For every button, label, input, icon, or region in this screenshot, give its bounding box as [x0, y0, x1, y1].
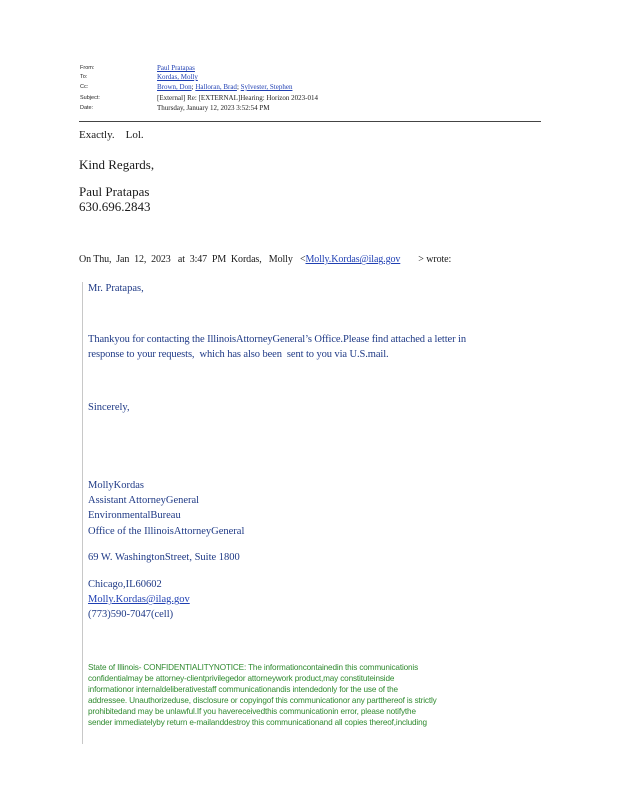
header-from-label: From:	[80, 65, 95, 71]
signature-office: Office of the IllinoisAttorneyGeneral	[88, 526, 245, 537]
reply-sender-phone: 630.696.2843	[79, 199, 151, 214]
header-to-label: To:	[80, 74, 88, 80]
quoted-salutation: Mr. Pratapas,	[88, 283, 144, 294]
reply-line: Exactly. Lol.	[79, 129, 144, 141]
signature-title: Assistant AttorneyGeneral	[88, 495, 200, 506]
header-to-link[interactable]: Kordas, Molly	[157, 73, 198, 81]
quoted-body-line-1: Thankyou for contacting the IllinoisAttorneyGeneral’s Office.Please find attached a letter in	[88, 334, 466, 345]
quote-intro-suffix: > wrote:	[418, 254, 452, 265]
notice-line: prohibitedand may be unlawful.If you havereceivedthis communicationin error, please notifythe	[88, 707, 416, 716]
header-cc-link-sylvester[interactable]: Sylvester, Stephen	[240, 83, 293, 91]
notice-line: informationor internaldeliberativestaff communicationandis intendedonly for the use of the	[88, 685, 398, 694]
header-cc-sep: ;	[191, 83, 194, 91]
signature-cell: (773)590-7047(cell)	[88, 609, 174, 620]
header-cc-link-halloran[interactable]: Halloran, Brad	[195, 83, 237, 91]
header-cc-label: Cc:	[80, 84, 89, 90]
quote-intro	[79, 254, 451, 265]
header-date-label: Date:	[80, 105, 94, 111]
quoted-closing: Sincerely,	[88, 402, 130, 413]
reply-regards: Kind Regards,	[79, 157, 155, 172]
quote-bar	[82, 282, 83, 744]
header-subject-label: Subject:	[80, 95, 100, 101]
header-subject-value: [External] Re: [EXTERNAL]Hearing: Horizon 2023-014	[157, 94, 318, 102]
quote-intro-email-link[interactable]: Molly.Kordas@ilag.gov	[305, 254, 401, 265]
signature-address-street: 69 W. WashingtonStreet, Suite 1800	[88, 552, 240, 563]
signature-bureau: EnvironmentalBureau	[88, 510, 181, 521]
notice-line: addressee. Unauthorizeduse, disclosure or copyingof this communicationor any partthereof is strictly	[88, 696, 437, 705]
notice-line: sender immediatelyby return e-mailanddestroy this communicationand all copies thereof,including	[88, 718, 427, 727]
header-cc-sep: ;	[236, 83, 239, 91]
signature-name: MollyKordas	[88, 480, 144, 491]
notice-line: State of Illinois- CONFIDENTIALITYNOTICE: The informationcontainedin this communicationis	[88, 663, 419, 672]
quoted-body-line-2: response to your requests, which has also been sent to you via U.S.mail.	[88, 349, 389, 360]
quote-intro-prefix: On Thu, Jan 12, 2023 at 3:47 PM Kordas, Molly <	[79, 254, 306, 265]
signature-email	[88, 594, 190, 605]
header-divider	[79, 121, 541, 122]
header-from-link[interactable]: Paul Pratapas	[157, 64, 195, 72]
notice-line: confidentialmay be attorney-clientprivilegedor attorneywork product,may constituteinside	[88, 674, 395, 683]
header-cc-link-brown[interactable]: Brown, Don	[157, 83, 192, 91]
reply-sender-name: Paul Pratapas	[79, 184, 150, 199]
signature-email-link[interactable]: Molly.Kordas@ilag.gov	[88, 594, 190, 605]
header-date-value: Thursday, January 12, 2023 3:52:54 PM	[157, 104, 270, 112]
signature-address-city: Chicago,IL60602	[88, 579, 162, 590]
